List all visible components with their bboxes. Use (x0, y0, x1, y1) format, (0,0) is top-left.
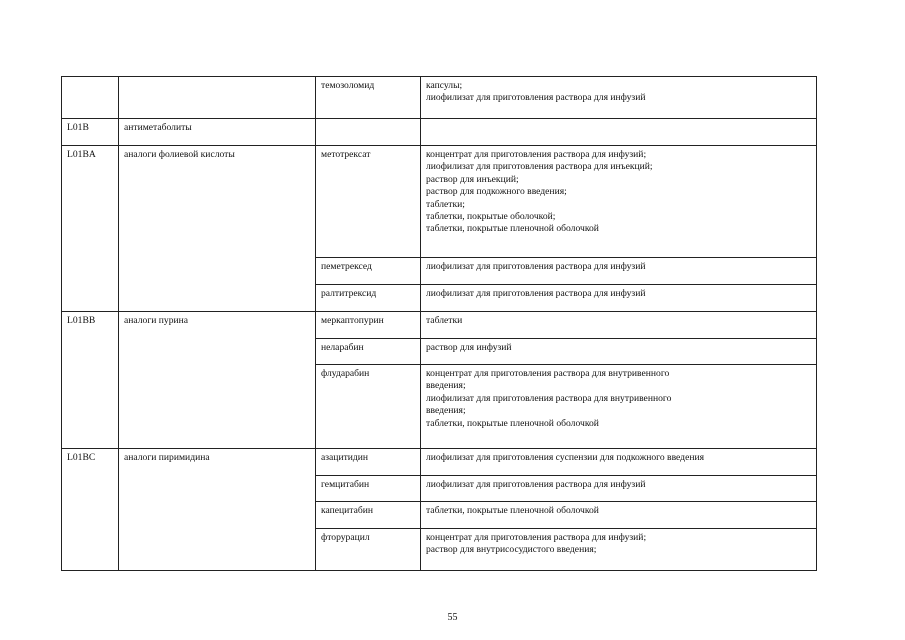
drug-table (61, 76, 817, 571)
group-name-cell: аналоги фолиевой кислоты (119, 146, 316, 312)
dosage-forms-cell: лиофилизат для приготовления раствора для инфузий (421, 285, 817, 312)
table-row (62, 119, 817, 146)
dosage-forms-cell (421, 119, 817, 146)
drug-name-cell: флударабин (316, 365, 421, 449)
atc-code-cell: L01B (62, 119, 119, 146)
drug-name-cell: темозоломид (316, 77, 421, 119)
dosage-forms-cell: таблетки (421, 312, 817, 339)
group-name-cell: аналоги пурина (119, 312, 316, 449)
table-row (62, 146, 817, 258)
drug-name-cell: капецитабин (316, 502, 421, 529)
atc-code-cell: L01BA (62, 146, 119, 312)
group-name-cell (119, 77, 316, 119)
dosage-forms-cell: таблетки, покрытые пленочной оболочкой (421, 502, 817, 529)
drug-name-cell: ралтитрексид (316, 285, 421, 312)
table-row (62, 77, 817, 119)
dosage-forms-cell: раствор для инфузий (421, 339, 817, 365)
drug-name-cell: метотрексат (316, 146, 421, 258)
group-name-cell: антиметаболиты (119, 119, 316, 146)
drug-name-cell: азацитидин (316, 449, 421, 476)
dosage-forms-cell: лиофилизат для приготовления раствора для инфузий (421, 258, 817, 285)
dosage-forms-cell: лиофилизат для приготовления суспензии для подкожного введения (421, 449, 817, 476)
atc-code-cell: L01BC (62, 449, 119, 571)
drug-name-cell: фторурацил (316, 529, 421, 571)
table-row (62, 312, 817, 339)
drug-name-cell: неларабин (316, 339, 421, 365)
drug-name-cell: гемцитабин (316, 476, 421, 502)
table-row (62, 449, 817, 476)
page-number: 55 (447, 612, 458, 623)
drug-name-cell (316, 119, 421, 146)
drug-name-cell: пеметрексед (316, 258, 421, 285)
dosage-forms-cell: капсулы; лиофилизат для приготовления раствора для инфузий (421, 77, 817, 119)
dosage-forms-cell: концентрат для приготовления раствора для инфузий; раствор для внутрисосудистого введения; (421, 529, 817, 571)
dosage-forms-cell: концентрат для приготовления раствора для инфузий; лиофилизат для приготовления раствора для инъекций; раствор для инъекций; раствор для подкожного введения; таблетки; таблетки, покрытые оболочкой; таблетки, покрытые пленочной оболочкой (421, 146, 817, 258)
group-name-cell: аналоги пиримидина (119, 449, 316, 571)
dosage-forms-cell: концентрат для приготовления раствора для внутривенного введения; лиофилизат для приготовления раствора для внутривенного введения; таблетки, покрытые пленочной оболочкой (421, 365, 817, 449)
drug-name-cell: меркаптопурин (316, 312, 421, 339)
atc-code-cell: L01BB (62, 312, 119, 449)
dosage-forms-cell: лиофилизат для приготовления раствора для инфузий (421, 476, 817, 502)
atc-code-cell (62, 77, 119, 119)
